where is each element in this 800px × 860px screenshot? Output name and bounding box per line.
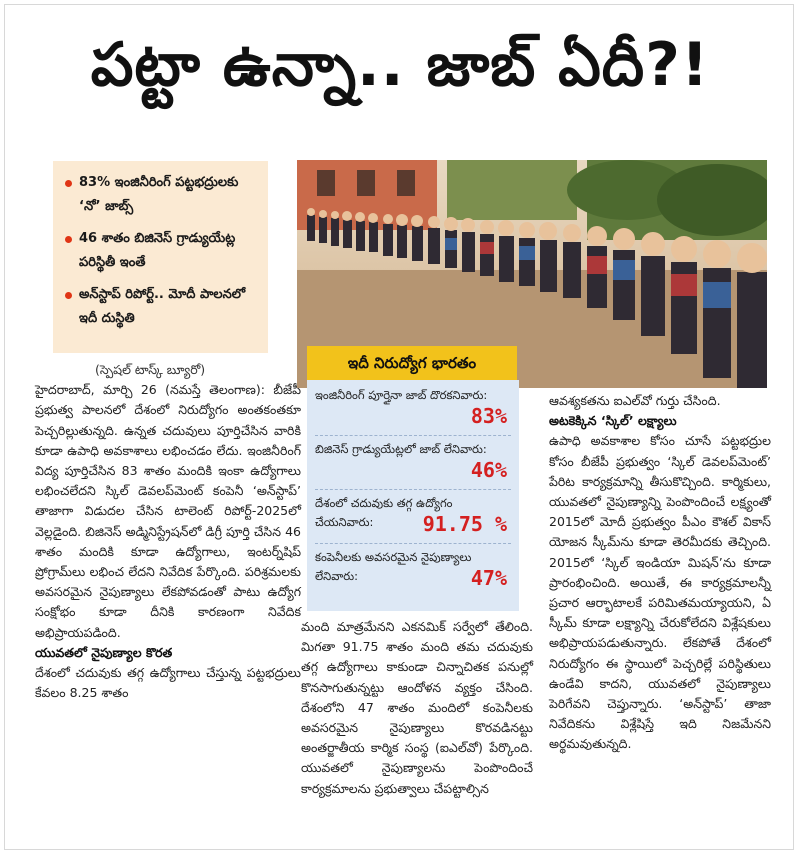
dateline: (స్పెషల్ టాస్క్ బ్యూరో) bbox=[95, 362, 206, 377]
stat-label: బిజినెస్ గ్రాడ్యుయేట్లలో జాబ్ లేనివారు: bbox=[315, 442, 487, 456]
subheading: అటకెక్కిన ‘స్కిల్’ లక్ష్యాలు bbox=[549, 413, 677, 429]
article-column-1 bbox=[35, 360, 301, 703]
highlight-text: 83% ఇంజినీరింగ్ పట్టభద్రులకు ‘నో’ జాబ్స్ bbox=[79, 175, 239, 214]
article-paragraph: హైదరాబాద్, మార్చి 26 (నమస్తే తెలంగాణ): బీజేపీ ప్రభుత్వ పాలనలో దేశంలో నిరుద్యోగం అంతకంతకూ పెచ్చరిల్లుతున్నది. ఉన్నత చదువులు పూర్తిచేసిన వారికి కూడా ఉపాధి అవకాశాలు లభించడం లేదు. ఇంజినీరింగ్ విద్య పూర్తిచేసిన 83 శాతం మందికి ఇంకా ఉద్యోగాలు లభించలేదని స్కిల్ డెవలప్‌మెంట్ కంపెనీ ‘అన్‌స్టాప్’ తాజాగా విడుదల చేసిన టాలెంట్ రిపోర్ట్-2025లో వెల్లడైంది. బిజినెస్ అడ్మినిస్ట్రేషన్‌లో డిగ్రీ పూర్తి చేసిన 46 శాతం మందికి కూడా ఉద్యోగాలు, ఇంటర్న్‌షిప్ ప్రోగ్రామ్‌లు లభించ లేదని నివేదిక పేర్కొంది. పరిశ్రమలకు అవసరమైన నైపుణ్యాలు లేకపోవడంతో పాటు ఉద్యోగ సంక్షోభం కూడా దీనికి కారణంగా నివేదిక అభిప్రాయపడింది. bbox=[35, 382, 301, 640]
subheading: యువతలో నైపుణ్యాల కొరత bbox=[35, 644, 173, 660]
stat-item bbox=[315, 440, 511, 494]
stat-item bbox=[315, 548, 511, 602]
stat-value: 91.75 % bbox=[422, 512, 507, 536]
bullet-dot-icon bbox=[65, 236, 72, 243]
article-paragraph: ఆవశ్యకతను ఐఎల్‌వో గుర్తు చేసింది. bbox=[549, 393, 721, 408]
divider bbox=[315, 543, 511, 544]
article-column-2 bbox=[301, 617, 533, 799]
highlight-text: అన్‌స్టాప్ రిపోర్ట్.. మోదీ పాలనలో ఇదీ దుస్థితి bbox=[79, 287, 246, 326]
stat-label: కంపెనీలకు అవసరమైన నైపుణ్యాలు లేనివారు: bbox=[315, 550, 472, 583]
bullet-dot-icon bbox=[65, 180, 72, 187]
bullet-dot-icon bbox=[65, 292, 72, 299]
article-paragraph: మంది మాత్రమేనని ఎకనమిక్ సర్వేలో తేలింది. మిగతా 91.75 శాతం మంది తమ చదువుకు తగ్గ ఉద్యోగాలు కాకుండా చిన్నాచితక పనుల్లో కొనసాగుతున్నట్టు ఆందోళన వ్యక్తం చేసింది. దేశంలోని 47 శాతం మందిలో కంపెనీలకు అవసరమైన నైపుణ్యాలు కొరవడినట్టు అంతర్జాతీయ కార్మిక సంస్థ (ఐఎల్‌వో) పేర్కొంది. యువతలో నైపుణ్యాలను పెంపొందించే కార్యక్రమాలను ప్రభుత్వాలు చేపట్టాల్సిన bbox=[301, 619, 533, 796]
stat-value: 83% bbox=[470, 404, 507, 428]
highlight-item bbox=[65, 283, 260, 331]
stats-title: ఇదీ నిరుద్యోగ భారతం bbox=[307, 346, 517, 380]
divider bbox=[315, 489, 511, 490]
highlights-box bbox=[53, 161, 268, 353]
article-paragraph: ఉపాధి అవకాశాల కోసం చూసే పట్టభద్రుల కోసం బీజేపీ ప్రభుత్వం ‘స్కిల్ డెవలప్‌మెంట్’ పేరిట కార్యక్రమాన్ని తీసుకొచ్చింది. కార్మికులు, యువతలో నైపుణ్యాన్ని పెంపొందించే లక్ష్యంతో 2015లో మోదీ ప్రభుత్వం పీఎం కౌశల్ వికాస్ యోజన స్కీమ్‌ను కూడా తెరమీదకు తెచ్చింది. 2015లో ‘స్కిల్ ఇండియా మిషన్’ను కూడా ప్రారంభించింది. అయితే, ఈ కార్యక్రమాలన్నీ ప్రచార ఆర్భాటాలకే పరిమితమయ్యాయని, ఏ స్కీమ్ కూడా లక్ష్యాన్ని చేరుకోలేదని విశ్లేషకులు అభిప్రాయపడుతున్నారు. లేకపోతే దేశంలో నిరుద్యోగం ఈ స్థాయిలో పెచ్చరిల్లే పరిస్థితులు ఉండేవి కాదని, యువతలో నైపుణ్యాలు పెరిగేవని చెప్తున్నారు. ‘అన్‌స్టాప్’ తాజా నివేదికను విశ్లేషిస్తే ఇది నిజమేనని అర్థమవుతున్నది. bbox=[549, 433, 771, 752]
stat-label: దేశంలో చదువుకు తగ్గ ఉద్యోగం చేయనివారు: bbox=[315, 496, 453, 529]
headline: పట్టా ఉన్నా.. జాబ్ ఏదీ?! bbox=[90, 30, 710, 100]
divider bbox=[315, 435, 511, 436]
stat-item bbox=[315, 494, 511, 548]
highlight-item bbox=[65, 171, 260, 219]
newspaper-page bbox=[4, 4, 794, 850]
highlight-text: 46 శాతం బిజినెస్ గ్రాడ్యుయేట్ల పరిస్థితీ ఇంతే bbox=[79, 231, 236, 270]
stat-value: 46% bbox=[470, 458, 507, 482]
stat-label: ఇంజినీరింగ్ పూర్తైనా జాబ్ దొరకనివారు: bbox=[315, 388, 488, 402]
stat-item bbox=[315, 386, 511, 440]
stat-value: 47% bbox=[470, 566, 507, 590]
highlight-item bbox=[65, 227, 260, 275]
stats-box bbox=[307, 380, 519, 611]
article-paragraph: దేశంలో చదువుకు తగ్గ ఉద్యోగాలు చేస్తున్న పట్టభద్రులు కేవలం 8.25 శాతం bbox=[35, 665, 301, 701]
article-column-3 bbox=[549, 391, 771, 755]
